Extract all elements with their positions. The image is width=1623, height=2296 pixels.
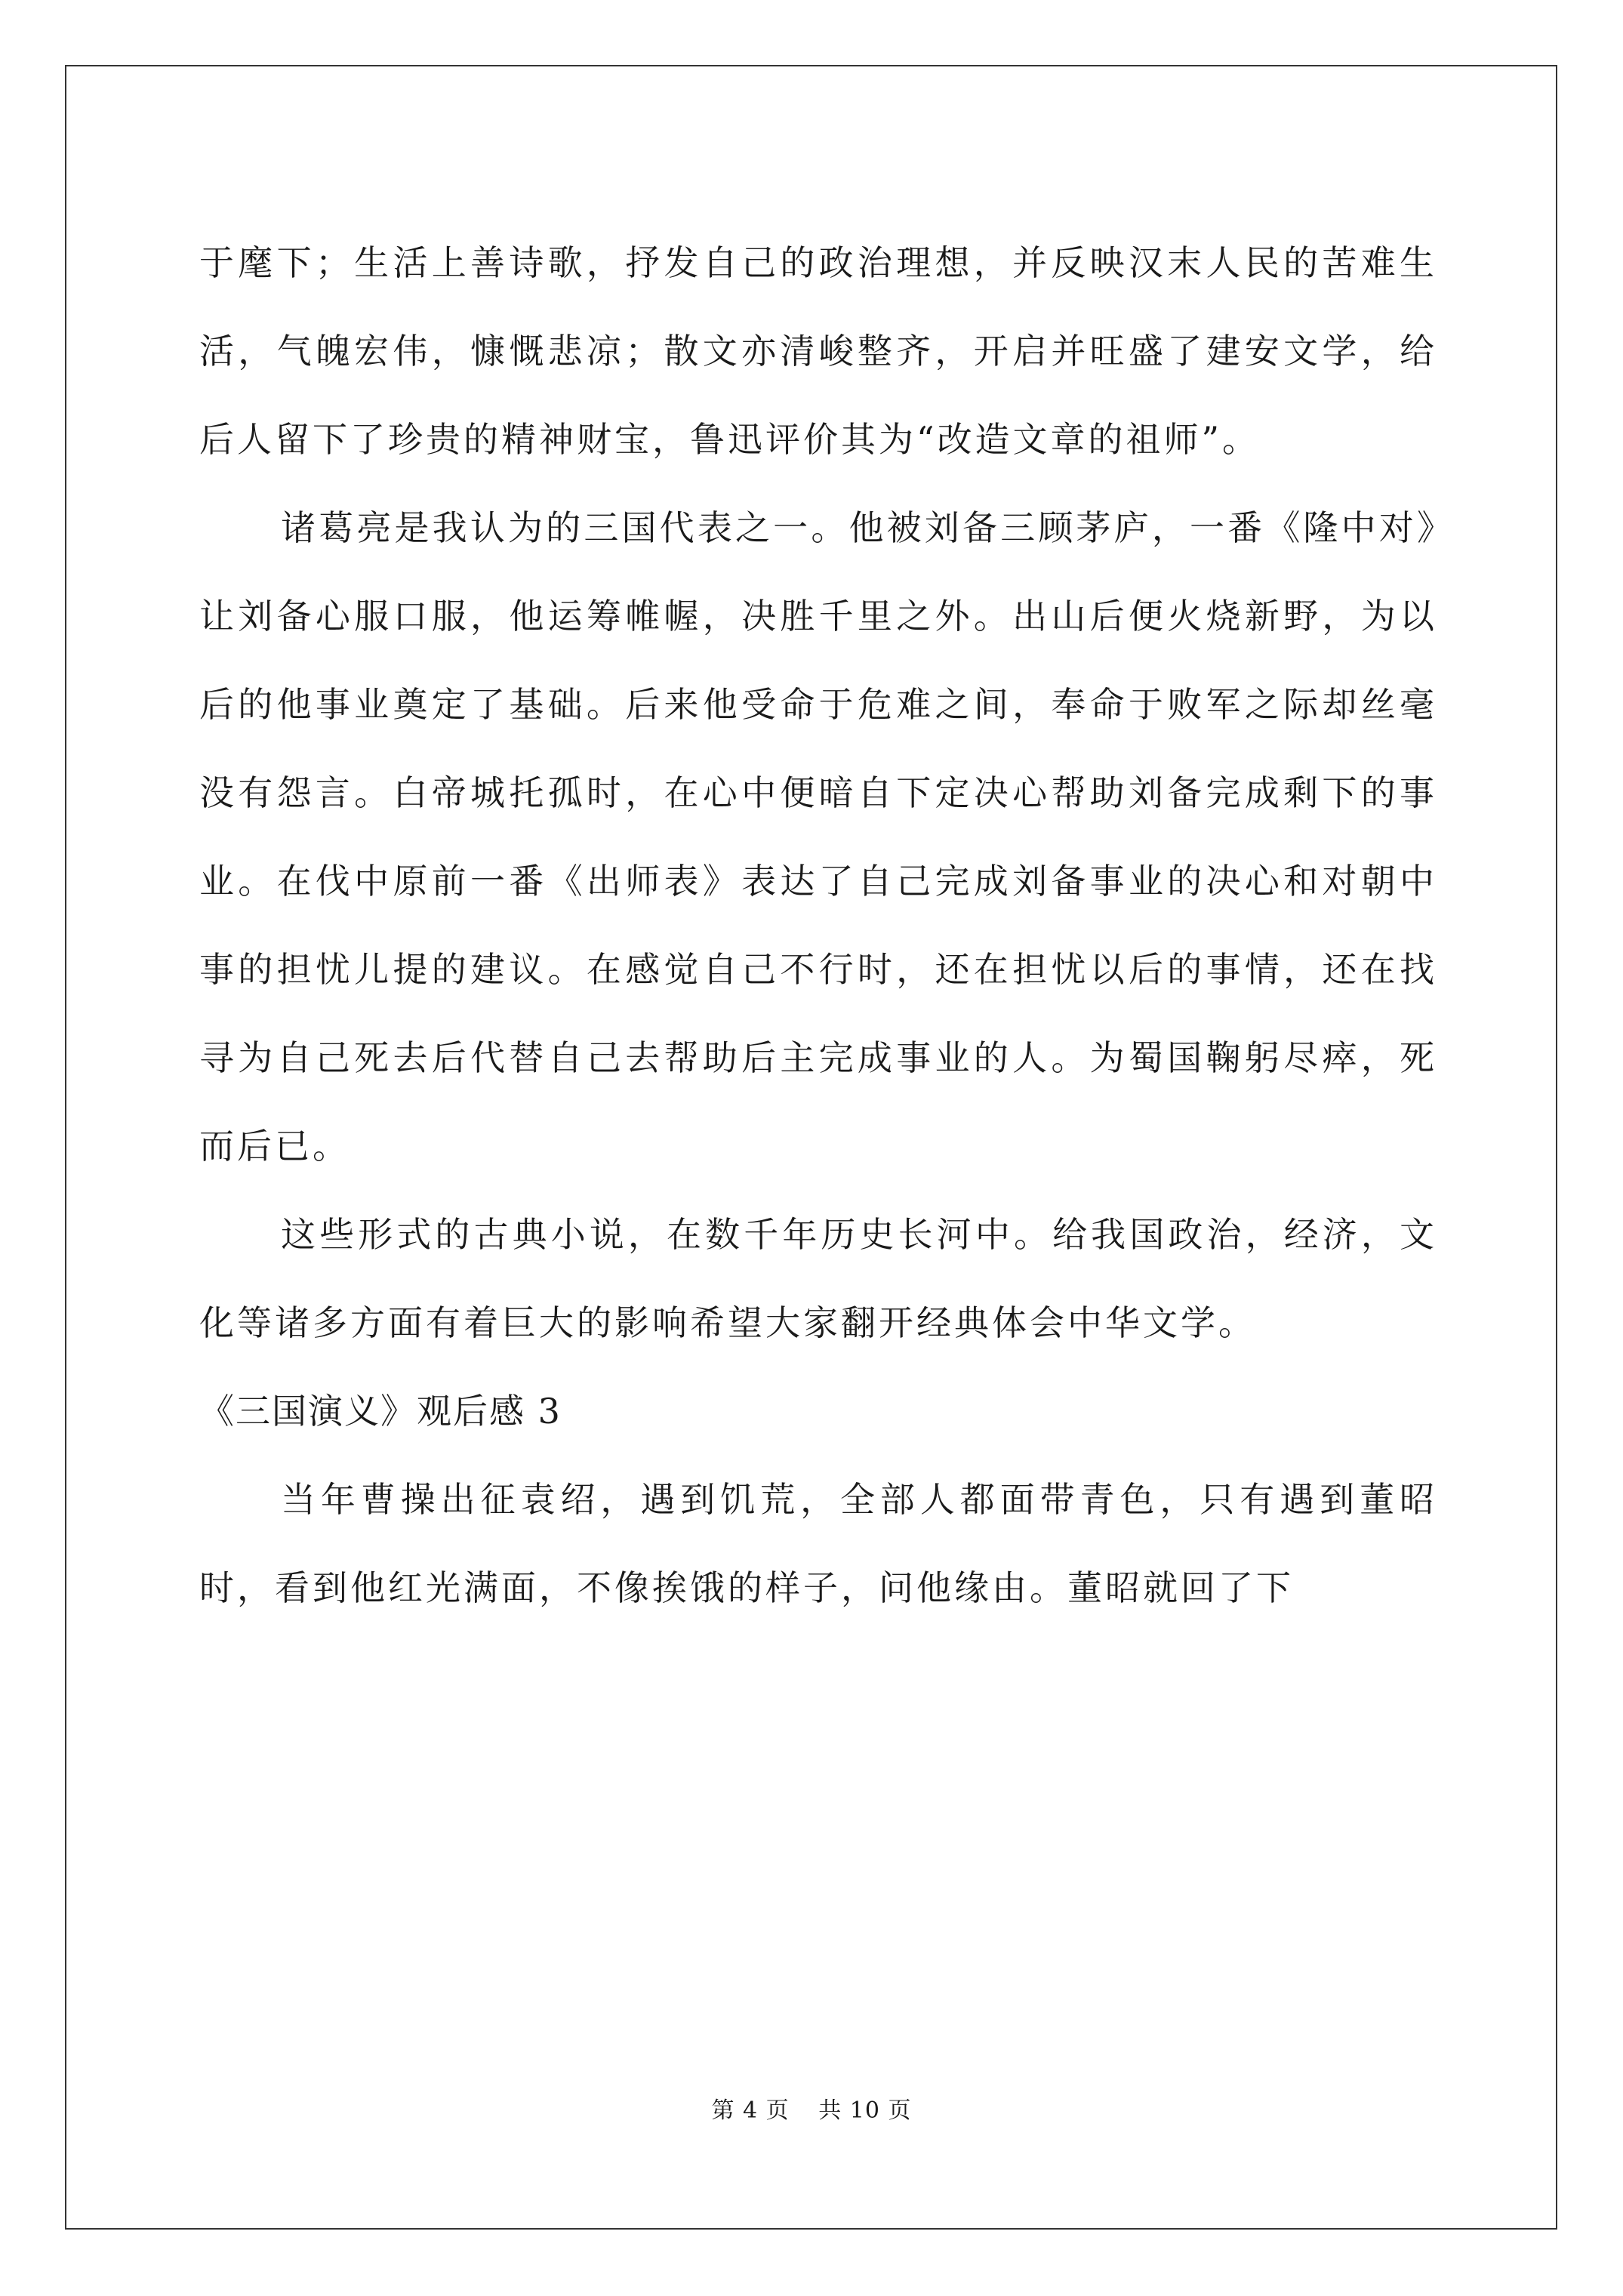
paragraph-classics: 这些形式的古典小说，在数千年历史长河中。给我国政治，经济，文化等诸多方面有着巨大的影响希望大家翻开经典体会中华文学。: [199, 1214, 1437, 1343]
document-body: [199, 219, 1437, 1632]
page-number: 第 4 页: [711, 2097, 790, 2124]
paragraph-zhuge-liang: 诸葛亮是我认为的三国代表之一。他被刘备三顾茅庐，一番《隆中对》让刘备心服口服，他运筹帷幄，决胜千里之外。出山后便火烧新野，为以后的他事业奠定了基础。后来他受命于危难之间，奉命于败军之际却丝毫没有怨言。白帝城托孤时，在心中便暗自下定决心帮助刘备完成剩下的事业。在伐中原前一番《出师表》表达了自己完成刘备事业的决心和对朝中事的担忧儿提的建议。在感觉自己不行时，还在担忧以后的事情，还在找寻为自己死去后代替自己去帮助后主完成事业的人。为蜀国鞠躬尽瘁，死而后已。: [199, 507, 1437, 1166]
paragraph-continuation: 于麾下；生活上善诗歌，抒发自己的政治理想，并反映汉末人民的苦难生活，气魄宏伟，慷慨悲凉；散文亦清峻整齐，开启并旺盛了建安文学，给后人留下了珍贵的精神财宝，鲁迅评价其为“改造文章的祖师”。: [199, 242, 1437, 460]
page-footer: [0, 2091, 1623, 2125]
section-heading: 《三国演义》观后感 3: [199, 1391, 562, 1432]
paragraph-cao-cao: 当年曹操出征袁绍，遇到饥荒，全部人都面带青色，只有遇到董昭时，看到他红光满面，不像挨饿的样子，问他缘由。董昭就回了下: [199, 1479, 1437, 1608]
page-total: 共 10 页: [818, 2097, 912, 2124]
